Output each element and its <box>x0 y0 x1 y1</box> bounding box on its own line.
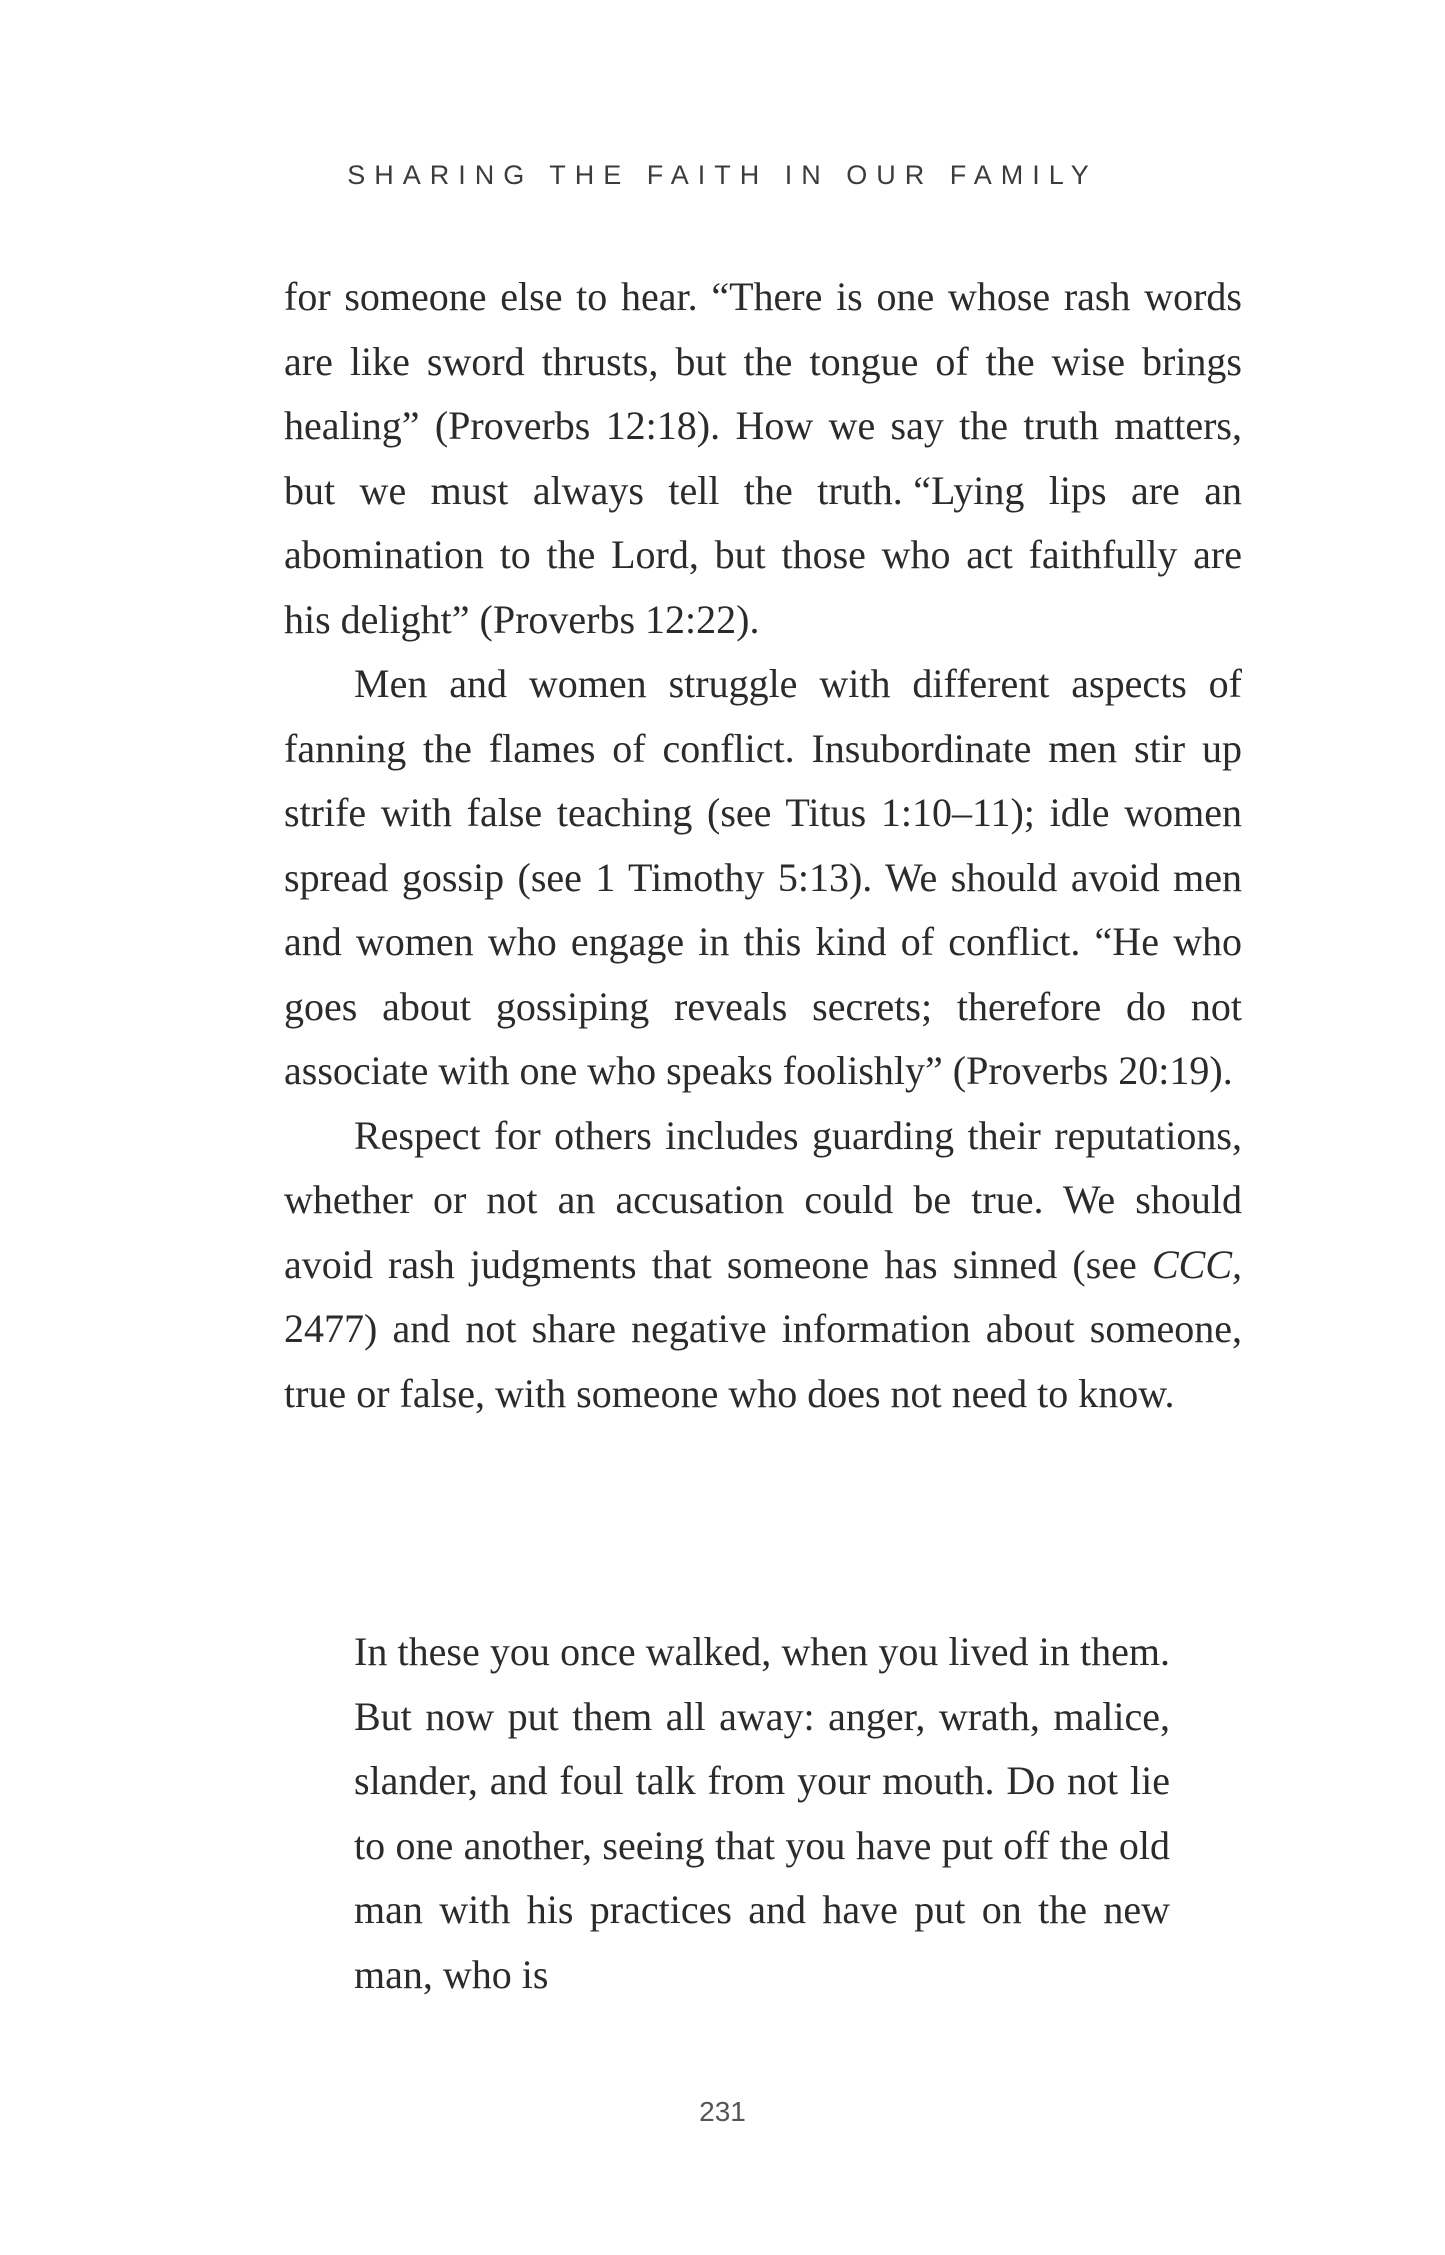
paragraph-2: Men and women struggle with different aspects of fanning the flames of conflict. Insubordinate men stir up strife with false teaching (see Titus 1:10–11); idle women spread gossip (see 1 Timothy 5:13). We should avoid men and women who engage in this kind of conflict. “He who goes about gossiping reveals secrets; therefore do not associate with one who speaks foolishly” (Proverbs 20:19). <box>284 661 1242 1093</box>
running-head: SHARING THE FAITH IN OUR FAMILY <box>347 160 1098 190</box>
paragraph-1-quote: “Lying lips are an abomination to the Lord, but those who act faithfully are his delight” (Proverbs 12:22). <box>284 467 1243 642</box>
paragraph-3-catechism-ref: CCC, <box>1151 1241 1242 1287</box>
paragraph-3-text-a: Respect for others includes guarding their reputations, whether or not an accusation could be true. We should avoid rash judgments that someone has sinned (see <box>284 1112 1242 1287</box>
paragraph-3 <box>284 1104 1242 1427</box>
body-text <box>284 265 1242 1426</box>
page-number: 231 <box>699 2096 746 2127</box>
block-quote: In these you once walked, when you lived in them. But now put them all away: anger, wrath, malice, slander, and foul talk from your mouth. Do not lie to one another, seeing that you have put off the old man with his practices and have put on the new man, who is <box>354 1629 1170 1997</box>
paragraph-3-text-b: 2477) and not share negative information about someone, true or false, with someone who does not need to know. <box>284 1306 1242 1416</box>
paragraph-1-text: for someone else to hear. “There is one whose rash words are like sword thrusts, but the tongue of the wise brings healing” (Proverbs 12:18). How we say the truth matters, but we must always tell the truth. <box>284 274 1242 513</box>
paragraph-1 <box>284 265 1242 652</box>
